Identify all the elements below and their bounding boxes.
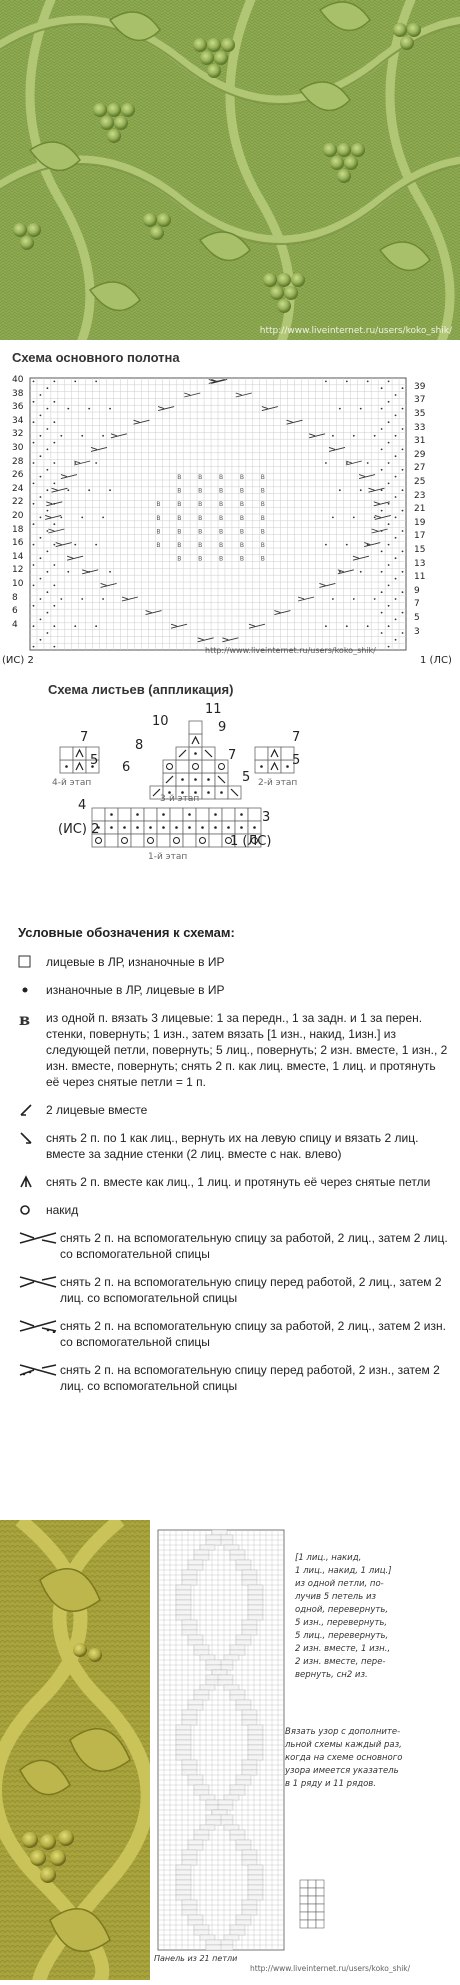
cable-back-purl-icon [18,1318,60,1333]
legend-item [18,1274,448,1306]
svg-text:B: B [177,528,182,536]
dot-icon [18,982,46,997]
leaf-cell [235,821,248,834]
svg-text:B: B [260,474,265,481]
knitted-leaves-photo [0,1520,150,1980]
leaf-stage4-row-5: 5 [90,753,99,768]
left-row-number: 14 [12,551,24,562]
svg-text:B: B [177,555,182,563]
leaf-cell [222,821,235,834]
right-row-number: 11 [414,572,426,583]
chart-watermark: http://www.liveinternet.ru/users/koko_shik/ [205,646,376,655]
svg-text:B: B [156,542,161,549]
panel-caption: Панель из 21 петли [154,1954,238,1963]
svg-text:B: B [156,514,161,522]
k2tog-icon [18,1102,46,1117]
svg-text:B: B [177,474,182,481]
knitted-leaves-illustration [0,1520,150,1980]
panel-note-line: 1 лиц., накид, 1 лиц.] [295,1566,392,1576]
legend-item [18,1102,448,1118]
leaf-cell [183,808,196,821]
svg-text:B: B [198,514,203,522]
panel-note-line: одной, перевернуть, [295,1605,389,1615]
leaf-cell [131,821,144,834]
cable-back-knit-icon [18,1230,60,1245]
leaf-cell [248,821,261,834]
stage-1-label: 1-й этап [148,852,188,862]
panel-note-line: Вязать узор с дополните- [285,1727,401,1737]
leaf-cell [222,808,235,821]
leaf-cell [189,760,202,773]
leaf-cell [228,786,241,799]
leaf-cell [189,721,202,734]
svg-text:B: B [239,514,245,522]
legend-text: снять 2 п. вместе как лиц., 1 лиц. и протянуть её через снятые петли [46,1175,431,1189]
stage-2-label: 2-й этап [258,778,298,788]
panel-note-line: вернуть, сн2 из. [295,1670,368,1680]
chart-legend [18,925,448,1406]
leaf-chart-title: Схема листьев (аппликация) [48,682,234,697]
left-row-number: 22 [12,497,24,508]
right-row-number: 15 [414,545,426,555]
ssk-icon [18,1130,46,1145]
leaf-row-3: 3 [262,810,271,825]
stage-3-label: 3-й этап [160,794,200,804]
leaf-row-9: 9 [218,720,227,735]
svg-text:B: B [198,542,203,549]
leaf-cell [118,821,131,834]
leaf-cell [202,786,215,799]
legend-text: накид [46,1203,79,1217]
svg-text:B: B [219,555,224,563]
main-chart-title: Схема основного полотна [12,350,180,365]
svg-text:B: B [260,501,265,509]
svg-text:B: B [156,501,161,509]
svg-text:B: B [219,474,224,481]
leaf-cell [202,747,215,760]
leaf-row-10: 10 [152,714,169,729]
grid-lines [30,378,406,650]
main-chart-grid [0,370,460,670]
square-icon [18,954,46,969]
main-knitting-chart [0,370,460,670]
leaf-cell [215,760,228,773]
right-row-number: 21 [414,504,426,515]
left-row-number: 40 [12,375,24,385]
leaf-cell [170,834,183,847]
leaf-row-6: 6 [122,760,131,775]
leaf-row-8: 8 [135,738,144,753]
left-row-number: 30 [12,443,24,453]
leaf-row-4: 4 [78,798,87,813]
legend-text: из одной п. вязать 3 лицевые: 1 за передн., 1 за задн. и 1 за перен. стенки, повернуть; 1 изн., затем вязать [1 изн., накид, 1изн.] из следующей петли, повернуть; 5 лиц., повернуть; 2 изн. вместе, 1 изн., 2 изн. вместе, повернуть; снять 2 п. как лиц. вместе, 1 лиц. и протянуть её через снятые петли = 1 п. [46,1011,448,1089]
leaf-cell [131,808,144,821]
watermark-url: http://www.liveinternet.ru/users/koko_shik/ [259,326,452,336]
panel-note-line: 2 изн. вместе, пере- [295,1657,386,1667]
stage-4-label: 4-й этап [52,778,92,788]
svg-text:B: B [177,514,182,522]
legend-item [18,982,448,998]
left-bottom-label: (ИС) 2 [2,655,34,666]
right-row-number: 17 [414,531,426,542]
leaf-cell [183,834,196,847]
svg-text:B: B [260,514,265,522]
leaf-cell [144,834,157,847]
panel-note-line: узора имеется указатель [285,1766,399,1776]
leaf-stage2-row-5: 5 [292,753,301,768]
right-row-number: 9 [414,585,420,596]
right-row-number: 19 [414,517,426,528]
left-row-number: 8 [12,592,18,603]
leaf-cell [202,773,215,786]
right-row-number: 29 [414,449,426,460]
legend-text: снять 2 п. на вспомогательную спицу за работой, 2 лиц., затем 2 лиц. со вспомогательной спицы [60,1231,448,1261]
svg-text:B: B [239,528,245,536]
leaf-cell [73,747,86,760]
right-row-number: 23 [414,490,426,501]
svg-text:B: B [198,474,203,481]
leaf-cell [268,760,281,773]
leaf-cell [189,773,202,786]
yo-icon [18,1202,46,1217]
leaf-row-7: 7 [228,748,237,763]
leaf-row-2: (ИС) 2 [58,822,100,837]
svg-text:B: B [219,487,224,495]
legend-text: снять 2 п. на вспомогательную спицу перед работой, 2 изн., затем 2 лиц. со вспомогательной спицы [60,1363,440,1393]
legend-item [18,1318,448,1350]
leaf-cell [118,834,131,847]
svg-text:B: B [198,501,203,509]
leaf-cell [170,821,183,834]
right-row-number: 35 [414,409,426,419]
svg-text:B: B [177,487,182,495]
left-row-number: 26 [12,470,24,481]
leaf-cell [105,821,118,834]
leaf-cell [170,808,183,821]
left-row-number: 6 [12,606,18,617]
legend-item [18,954,448,970]
legend-item [18,1130,448,1162]
leaf-cell [268,747,281,760]
legend-text: изнаночные в ЛР, лицевые в ИР [46,983,225,997]
panel-note-line: когда на схеме основного [285,1753,403,1763]
svg-text:B: B [260,487,265,495]
legend-text: лицевые в ЛР, изнаночные в ИР [46,955,225,969]
legend-item [18,1362,448,1394]
leaf-cell [189,734,202,747]
leaf-cell [196,834,209,847]
legend-item [18,1230,448,1262]
panel-note-line: 5 изн., перевернуть, [295,1618,388,1628]
leaf-cell [209,834,222,847]
leaf-stage2-row-7: 7 [292,730,301,745]
leaf-cell [202,760,215,773]
svg-text:B: B [239,555,245,563]
leaf-cell [157,808,170,821]
svg-text:B: B [239,542,245,549]
panel-chart [150,1520,460,1980]
leaf-knitting-chart [0,702,460,880]
svg-text:B: B [198,528,203,536]
svg-text:B: B [198,487,203,495]
right-row-number: 3 [414,626,420,637]
leaf-cell [144,821,157,834]
panel-note-line: 2 изн. вместе, 1 изн., [295,1644,391,1654]
svg-text:B: B [239,474,245,481]
legend-text: снять 2 п. на вспомогательную спицу за работой, 2 лиц., затем 2 изн. со вспомогательной спицы [60,1319,446,1349]
legend-item [18,1010,448,1090]
svg-text:B: B [219,501,224,509]
leaf-cell [189,747,202,760]
svg-text:B: B [260,528,265,536]
right-row-number: 31 [414,436,426,447]
leaf-cell [157,821,170,834]
left-row-number: 12 [12,565,24,576]
leaf-cell [235,808,248,821]
leaf-cell [176,760,189,773]
leaf-row-5: 5 [242,770,251,785]
left-row-number: 20 [12,511,24,521]
panel-note-2 [285,1726,402,1791]
right-row-number: 25 [414,477,426,487]
right-bottom-label: 1 (ЛС) [420,655,452,666]
knitted-fabric-photo [0,0,460,340]
leaf-cell [163,760,176,773]
leaf-cell [215,786,228,799]
svg-text:B: B [177,542,182,549]
leaf-cell [196,808,209,821]
leaf-cell [176,747,189,760]
leaf-cell [209,808,222,821]
leaf-cell [255,747,268,760]
right-row-number: 13 [414,558,426,569]
leaf-cell [183,821,196,834]
svg-text:B: B [219,528,224,536]
leaf-cell [176,773,189,786]
left-row-number: 16 [12,538,24,549]
panel-note-line: [1 лиц., накид, [295,1553,362,1563]
left-row-number: 28 [12,456,24,467]
svg-text:B: B [239,487,245,495]
right-row-number: 7 [414,599,420,610]
cdd-icon [18,1174,46,1189]
svg-text:B: B [198,555,203,563]
panel-note-line: в 1 ряду и 11 рядов. [285,1779,376,1789]
svg-text:B: B [177,501,182,509]
left-row-number: 18 [12,524,24,535]
panel-note-line: лучив 5 петель из [295,1592,376,1602]
leaf-chart-grid [0,710,460,880]
leaf-row-11: 11 [205,702,222,717]
leaf-cell [73,760,86,773]
leaf-row-1: 1 (ЛС) [230,834,272,849]
leaf-cell [105,834,118,847]
knitted-fabric-illustration [0,0,460,340]
left-row-number: 38 [12,388,24,399]
leaf-cell [215,773,228,786]
svg-text:B: B [260,542,265,549]
leaf-cell [60,747,73,760]
legend-text: 2 лицевые вместе [46,1103,148,1117]
right-row-number: 39 [414,381,426,392]
left-row-number: 32 [12,429,24,440]
left-row-number: 4 [12,619,18,630]
svg-text:B: B [260,555,265,563]
panel-note-line: льной схемы каждый раз, [285,1740,402,1750]
leaf-cell [131,834,144,847]
svg-text:в: в [19,1011,31,1027]
svg-text:B: B [156,528,161,536]
right-row-number: 33 [414,422,426,433]
left-row-number: 36 [12,402,24,413]
legend-item [18,1174,448,1190]
panel-note-line: из одной петли, по- [295,1579,384,1589]
sample-grid [300,1880,324,1928]
leaf-cell [209,821,222,834]
legend-title: Условные обозначения к схемам: [18,925,235,940]
svg-text:B: B [219,514,224,522]
cable-front-purl-icon [18,1362,60,1377]
left-row-number: 24 [12,483,24,494]
right-row-number: 27 [414,463,426,474]
leaf-cell [196,821,209,834]
panel-note-1 [295,1552,392,1682]
leaf-cell [248,808,261,821]
legend-text: снять 2 п. по 1 как лиц., вернуть их на левую спицу и вязать 2 лиц. вместе за задние стенки (2 лиц. вместе с нак. влево) [46,1131,419,1161]
left-row-number: 10 [12,579,24,589]
leaf-cell [60,760,73,773]
leaf-cell [105,808,118,821]
bottom-section [0,1520,460,1980]
b-letter-icon [18,1010,46,1027]
svg-text:B: B [219,542,224,549]
leaf-stage4-row-7: 7 [80,730,89,745]
leaf-cell [118,808,131,821]
leaf-cell [92,808,105,821]
leaf-cell [157,834,170,847]
leaf-cell [144,808,157,821]
panel-watermark: http://www.liveinternet.ru/users/koko_shik/ [250,1964,411,1973]
panel-note-line: 5 лиц., перевернуть, [295,1631,389,1641]
left-row-number: 34 [12,415,24,426]
leaf-cell [163,773,176,786]
legend-item [18,1202,448,1218]
legend-text: снять 2 п. на вспомогательную спицу перед работой, 2 лиц., затем 2 лиц. со вспомогательной спицы [60,1275,442,1305]
cable-front-knit-icon [18,1274,60,1289]
right-row-number: 37 [414,395,426,406]
right-row-number: 5 [414,613,420,623]
svg-text:B: B [239,501,245,509]
leaf-cell [255,760,268,773]
